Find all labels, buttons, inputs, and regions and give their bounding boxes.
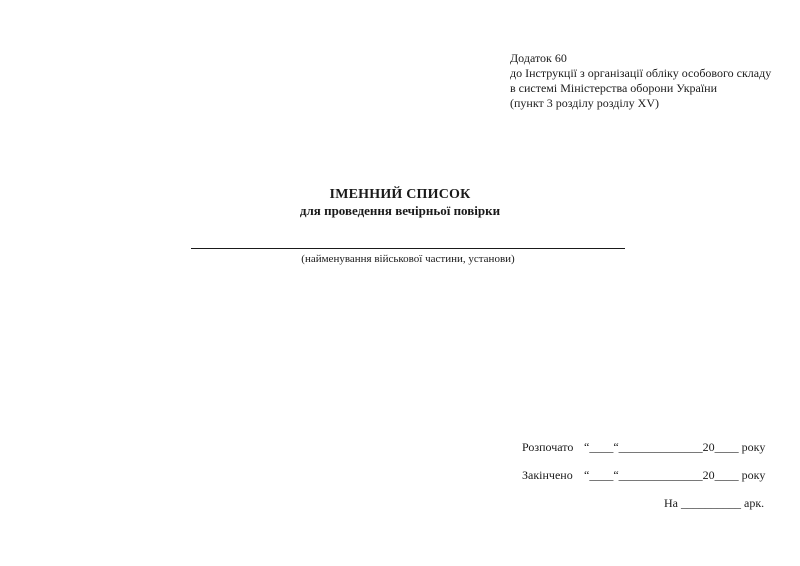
appendix-instruction: до Інструкції з організації обліку особового складу — [510, 66, 772, 80]
title-main: ІМЕННИЙ СПИСОК — [329, 187, 471, 202]
start-date-blank: “____“______________20____ року — [584, 440, 766, 454]
unit-name-caption: (найменування військової частини, установи) — [301, 253, 515, 265]
appendix-ministry: в системі Міністерства оборони України — [510, 81, 718, 95]
document-title — [0, 186, 800, 219]
appendix-paragraph: (пункт 3 розділу розділу XV) — [510, 96, 659, 110]
end-date-row — [522, 468, 765, 483]
appendix-number: Додаток 60 — [510, 51, 567, 65]
appendix-reference — [510, 51, 771, 111]
start-date-row — [522, 440, 765, 455]
sheets-count: На __________ арк. — [664, 496, 765, 510]
end-date-blank: “____“______________20____ року — [584, 468, 766, 482]
unit-name-line — [191, 248, 625, 249]
end-date-label: Закінчено — [522, 468, 573, 482]
title-subtitle: для проведення вечірньої повірки — [299, 203, 501, 218]
start-date-label: Розпочато — [522, 440, 574, 454]
